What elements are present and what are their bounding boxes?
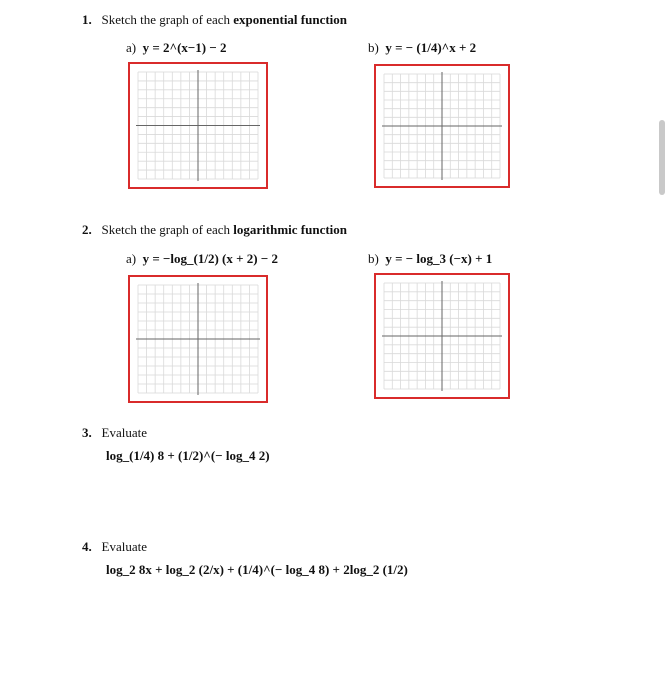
question-2-instruction-bold: logarithmic function: [233, 222, 348, 237]
question-1-instruction-bold: exponential function: [233, 12, 348, 27]
question-1b-equation: y = − (1/4)^x + 2: [385, 40, 477, 55]
question-1a-label: a): [126, 40, 137, 55]
question-1b-label: b): [368, 40, 379, 55]
question-2b: [368, 251, 492, 267]
question-4-instruction: Evaluate: [101, 539, 147, 554]
question-2a-equation: y = −log_(1/2) (x + 2) − 2: [142, 251, 279, 266]
question-2a: [126, 251, 278, 267]
question-3-expression-text: log_(1/4) 8 + (1/2)^(− log_4 2): [106, 448, 270, 463]
question-4-expression-text: log_2 8x + log_2 (2/x) + (1/4)^(− log_4 8) + 2log_2 (1/2): [106, 562, 408, 577]
question-1b: [368, 40, 476, 56]
question-1-number: 1.: [82, 12, 92, 27]
question-2-heading: [82, 222, 347, 238]
question-1a-equation: y = 2^(x−1) − 2: [142, 40, 227, 55]
question-2a-label: a): [126, 251, 137, 266]
question-3-expression: [106, 448, 270, 464]
question-3-instruction: Evaluate: [101, 425, 147, 440]
graph-grid-1b[interactable]: [374, 64, 510, 188]
grid-svg: [130, 277, 266, 401]
question-1-instruction-prefix: Sketch the graph of each: [101, 12, 231, 27]
question-2-instruction-prefix: Sketch the graph of each: [101, 222, 231, 237]
question-4-heading: [82, 539, 147, 555]
grid-svg: [130, 64, 266, 187]
graph-grid-2a[interactable]: [128, 275, 268, 403]
question-2b-label: b): [368, 251, 379, 266]
question-1a: [126, 40, 227, 56]
question-1-heading: [82, 12, 347, 28]
grid-svg: [376, 66, 508, 186]
question-2-number: 2.: [82, 222, 92, 237]
question-3-number: 3.: [82, 425, 92, 440]
graph-grid-2b[interactable]: [374, 273, 510, 399]
question-4-number: 4.: [82, 539, 92, 554]
question-3-heading: [82, 425, 147, 441]
grid-svg: [376, 275, 508, 397]
graph-grid-1a[interactable]: [128, 62, 268, 189]
question-2b-equation: y = − log_3 (−x) + 1: [385, 251, 493, 266]
question-4-expression: [106, 562, 408, 578]
vertical-scrollbar[interactable]: [659, 120, 665, 195]
